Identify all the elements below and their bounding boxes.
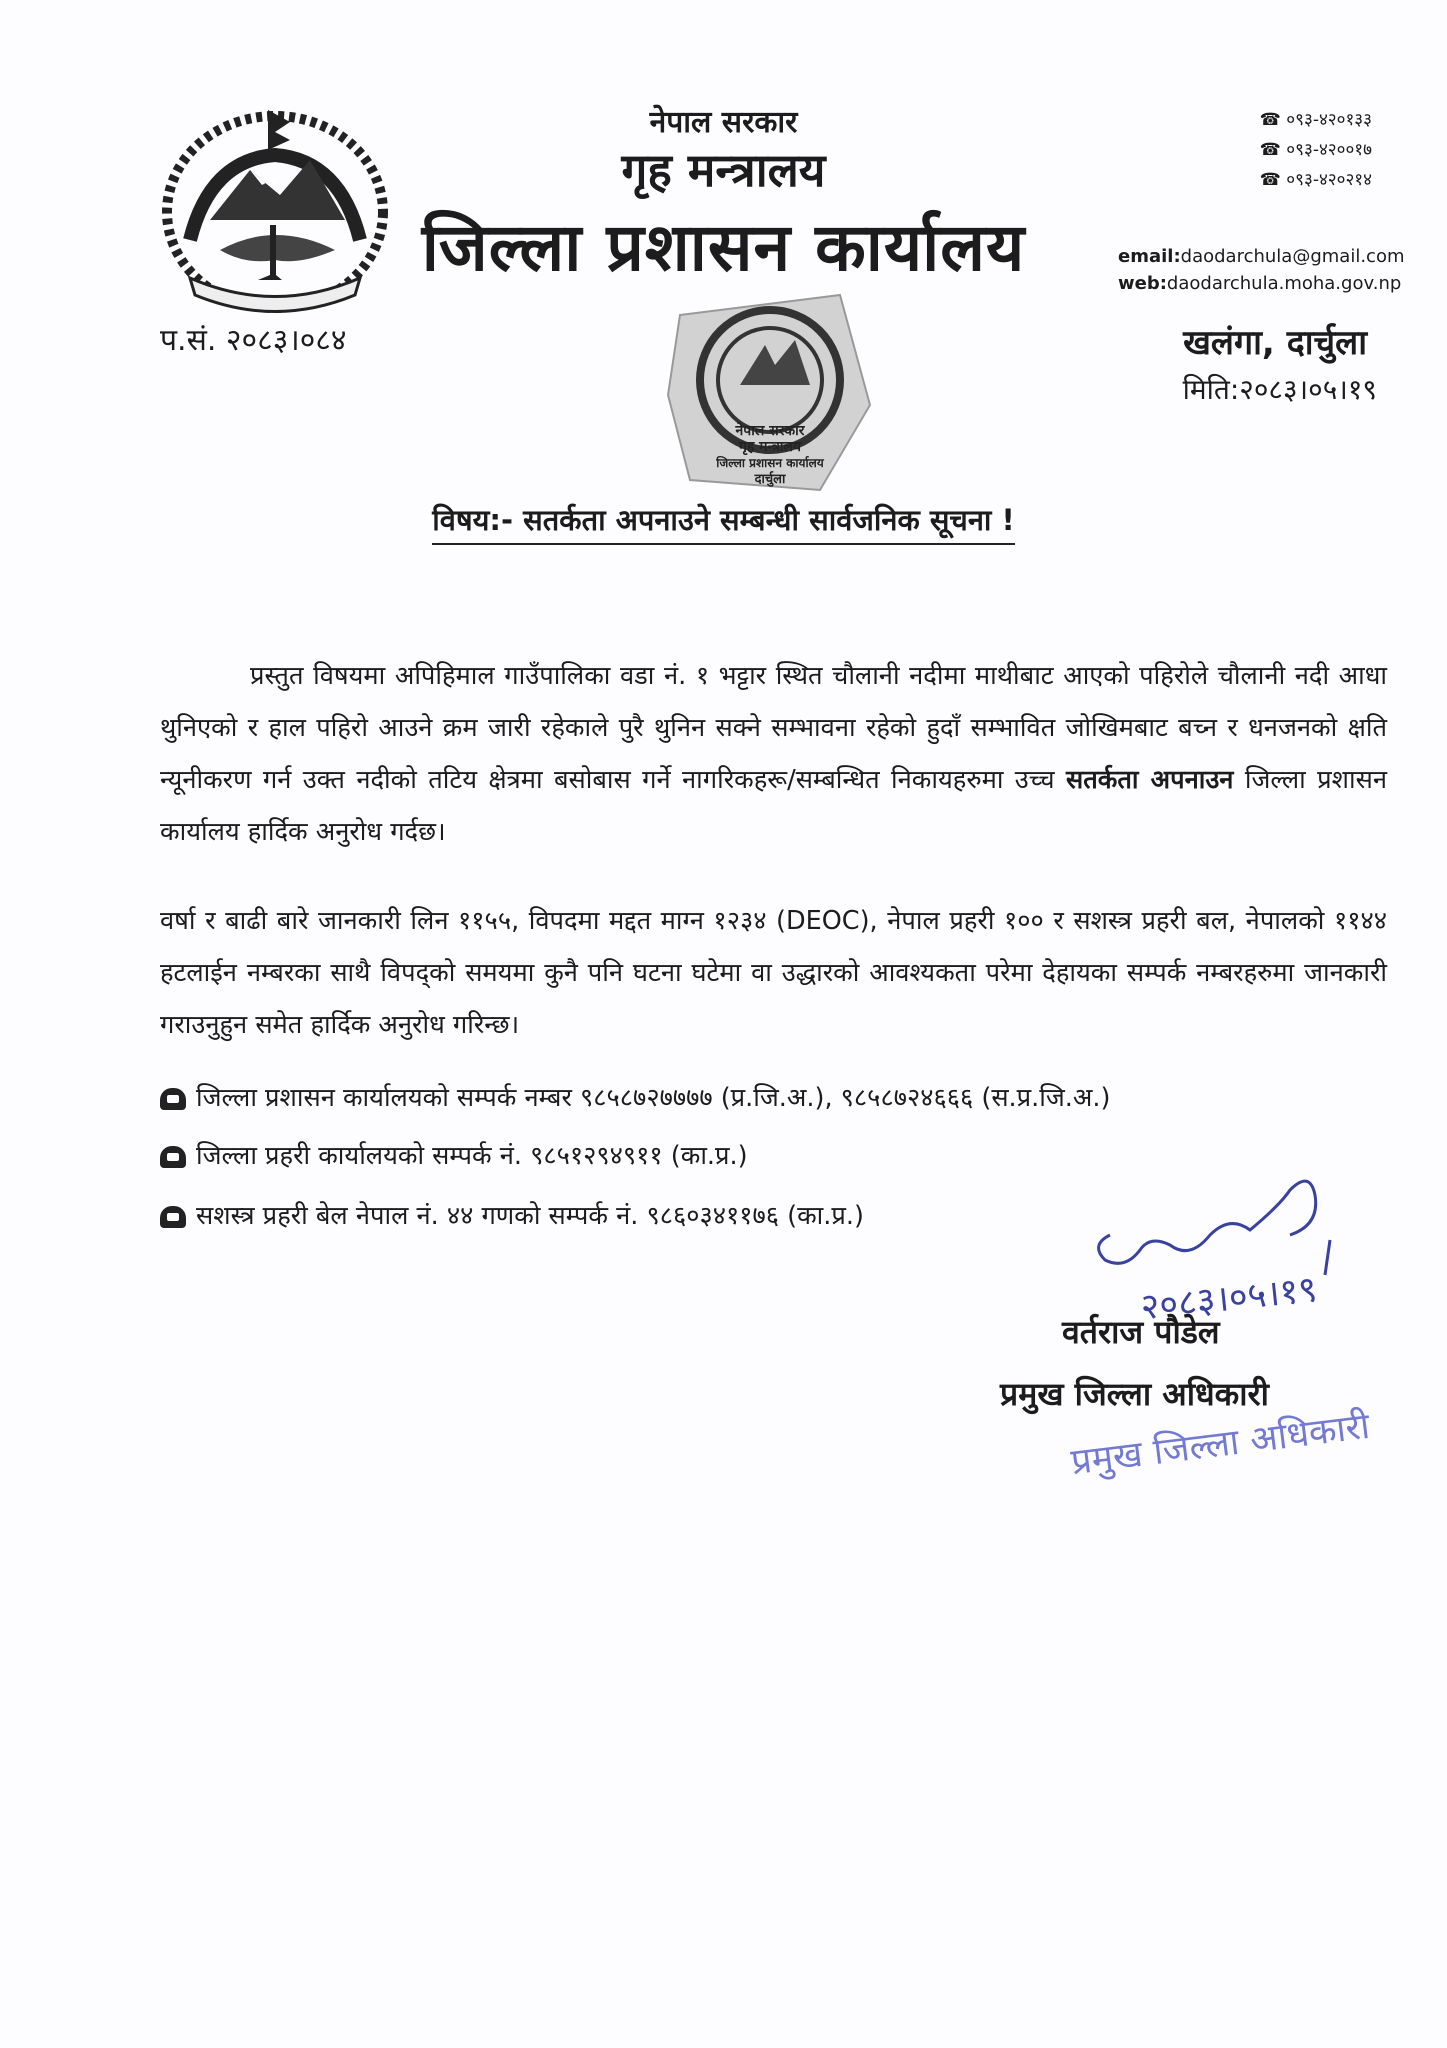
contact-text: जिल्ला प्रशासन कार्यालयको सम्पर्क नम्बर ९८५८७२७७७७ (प्र.जि.अ.), ९८५८७२४६६६ (स.प्र.जि.अ.) bbox=[196, 1083, 1111, 1113]
office-phones bbox=[1260, 105, 1372, 195]
phone-number: ☎ ०९३-४२०१३३ bbox=[1260, 105, 1372, 135]
contact-line-district-office bbox=[160, 1080, 1390, 1114]
web-address: daodarchula.moha.gov.np bbox=[1166, 273, 1402, 294]
telephone-icon bbox=[160, 1088, 186, 1110]
phone-number: ☎ ०९३-४२०२१४ bbox=[1260, 165, 1372, 195]
paragraph-text: जिल्ला प्रशासन कार्यालय हार्दिक अनुरोध गर्दछ। bbox=[160, 765, 1387, 847]
office-location: खलंगा, दार्चुला bbox=[1183, 323, 1367, 363]
office-seal-icon bbox=[660, 285, 880, 500]
body-paragraph-1 bbox=[160, 650, 1387, 858]
paragraph-text: प्रस्तुत विषयमा अपिहिमाल गाउँपालिका वडा नं. १ भट्टार स्थित चौलानी नदीमा माथीबाट आएको पहिरोले चौलानी नदी आधा थुनिएको र हाल पहिरो आउने क्रम जारी रहेकाले पुरै थुनिन सक्ने सम्भावना रहेको हुदाँ सम्भावित जोखिमबाट बच्न र धनजनको क्षति न्यूनीकरण गर्न उक्त नदीको तटिय क्षेत्रमा बसोबास गर्ने नागरिकहरू/सम्बन्धित निकायहरुमा उच्च bbox=[160, 661, 1387, 795]
email-address: daodarchula@gmail.com bbox=[1180, 246, 1405, 267]
contact-text: सशस्त्र प्रहरी बेल नेपाल नं. ४४ गणको सम्पर्क नं. ९८६०३४११७६ (का.प्र.) bbox=[196, 1201, 864, 1231]
body-paragraph-2: वर्षा र बाढी बारे जानकारी लिन ११५५, विपदमा मद्दत माग्न १२३४ (DEOC), नेपाल प्रहरी १०० र सशस्त्र प्रहरी बल, नेपालको ११४४ हटलाईन नम्बरका साथै विपद्को समयमा कुनै पनि घटना घटेमा वा उद्धारको आवश्यकता परेमा देहायका सम्पर्क नम्बरहरुमा जानकारी गराउनुहुन समेत हार्दिक अनुरोध गरिन्छ। bbox=[160, 906, 1387, 1040]
telephone-icon bbox=[160, 1146, 186, 1168]
subject-text: विषय:- सतर्कता अपनाउने सम्बन्धी सार्वजनिक सूचना ! bbox=[432, 503, 1015, 545]
web-label: web: bbox=[1118, 273, 1167, 294]
designation-stamp: प्रमुख जिल्ला अधिकारी bbox=[1068, 1405, 1372, 1484]
seal-line: जिल्ला प्रशासन कार्यालय bbox=[716, 456, 824, 470]
signature-date: २०८३।०५।१९ bbox=[1138, 1268, 1320, 1329]
emphasis-text: सतर्कता अपनाउन bbox=[1065, 765, 1234, 795]
notice-subject bbox=[0, 500, 1447, 539]
phone-number: ☎ ०९३-४२००१७ bbox=[1260, 135, 1372, 165]
ministry-name: गृह मन्त्रालय bbox=[621, 143, 826, 197]
seal-line: नेपाल सरकार bbox=[735, 423, 805, 439]
seal-line: गृह मन्त्रालय bbox=[738, 439, 802, 455]
letter-date: मिति:२०८३।०५।१९ bbox=[1182, 373, 1377, 406]
seal-line: दार्चुला bbox=[754, 472, 786, 487]
email-label: email: bbox=[1118, 246, 1181, 267]
reference-number: प.सं. २०८३।०८४ bbox=[160, 323, 347, 358]
signatory-name: वर्तराज पौडेल bbox=[1062, 1313, 1220, 1351]
contact-text: जिल्ला प्रहरी कार्यालयको सम्पर्क नं. ९८५१२९४९११ (का.प्र.) bbox=[196, 1141, 748, 1171]
office-name: जिल्ला प्रशासन कार्यालय bbox=[421, 209, 1026, 286]
telephone-icon bbox=[160, 1206, 186, 1228]
office-contact bbox=[1118, 243, 1405, 297]
signatory-title: प्रमुख जिल्ला अधिकारी bbox=[1000, 1375, 1269, 1413]
government-name: नेपाल सरकार bbox=[649, 105, 798, 140]
